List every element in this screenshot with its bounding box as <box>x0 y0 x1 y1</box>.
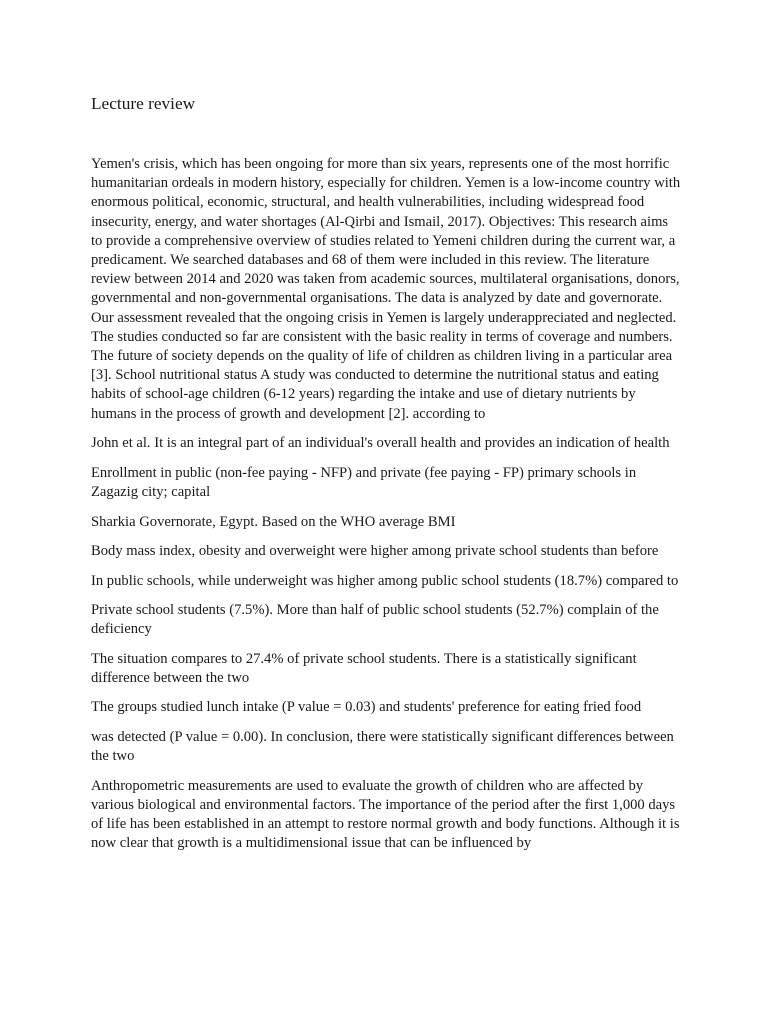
paragraph: was detected (P value = 0.00). In conclusion, there were statistically significant differences between the two <box>91 728 674 765</box>
paragraph: The situation compares to 27.4% of private school students. There is a statistically significant difference between the two <box>91 650 637 686</box>
document-title: Lecture review <box>91 94 196 113</box>
paragraph-intro: Yemen's crisis, which has been ongoing for more than six years, represents one of the most horrific humanitarian ordeals in modern history, especially for children. Yemen is a low-income country with enormous political, economic, structural, and health vulnerabilities, including widespread food insecurity, energy, and water shortages (Al-Qirbi and Ismail, 2017). Objectives: This research aims to provide a comprehensive overview of studies related to Yemeni children during the current war, a predicament. We searched databases and 68 of them were included in this review. The literature review between 2014 and 2020 was taken from academic sources, multilateral organisations, donors, governmental and non-governmental organisations. The data is analyzed by date and governorate. Our assessment revealed that the ongoing crisis in Yemen is largely underappreciated and neglected. The studies conducted so far are consistent with the basic reality in terms of coverage and numbers. The future of society depends on the quality of life of children as children living in a particular area [3]. School nutritional status A study was conducted to determine the nutritional status and eating habits of school-age children (6-12 years) regarding the intake and use of dietary nutrients by humans in the process of growth and development [2]. according to <box>91 156 681 422</box>
document-body <box>91 155 683 864</box>
paragraph: Enrollment in public (non-fee paying - NFP) and private (fee paying - FP) primary schools in Zagazig city; capital <box>91 464 637 501</box>
paragraph: In public schools, while underweight was higher among public school students (18.7%) compared to <box>91 572 679 589</box>
paragraph: Private school students (7.5%). More than half of public school students (52.7%) complain of the deficiency <box>91 602 659 638</box>
paragraph: John et al. It is an integral part of an individual's overall health and provides an indication of health <box>91 435 670 452</box>
paragraph: Body mass index, obesity and overweight were higher among private school students than before <box>91 543 659 560</box>
paragraph: The groups studied lunch intake (P value = 0.03) and students' preference for eating fried food <box>91 699 642 716</box>
paragraph: Sharkia Governorate, Egypt. Based on the WHO average BMI <box>91 513 456 530</box>
paragraph: Anthropometric measurements are used to evaluate the growth of children who are affected by various biological and environmental factors. The importance of the period after the first 1,000 days of life has been established in an attempt to restore normal growth and body functions. Although it is now clear that growth is a multidimensional issue that can be influenced by <box>91 777 680 852</box>
